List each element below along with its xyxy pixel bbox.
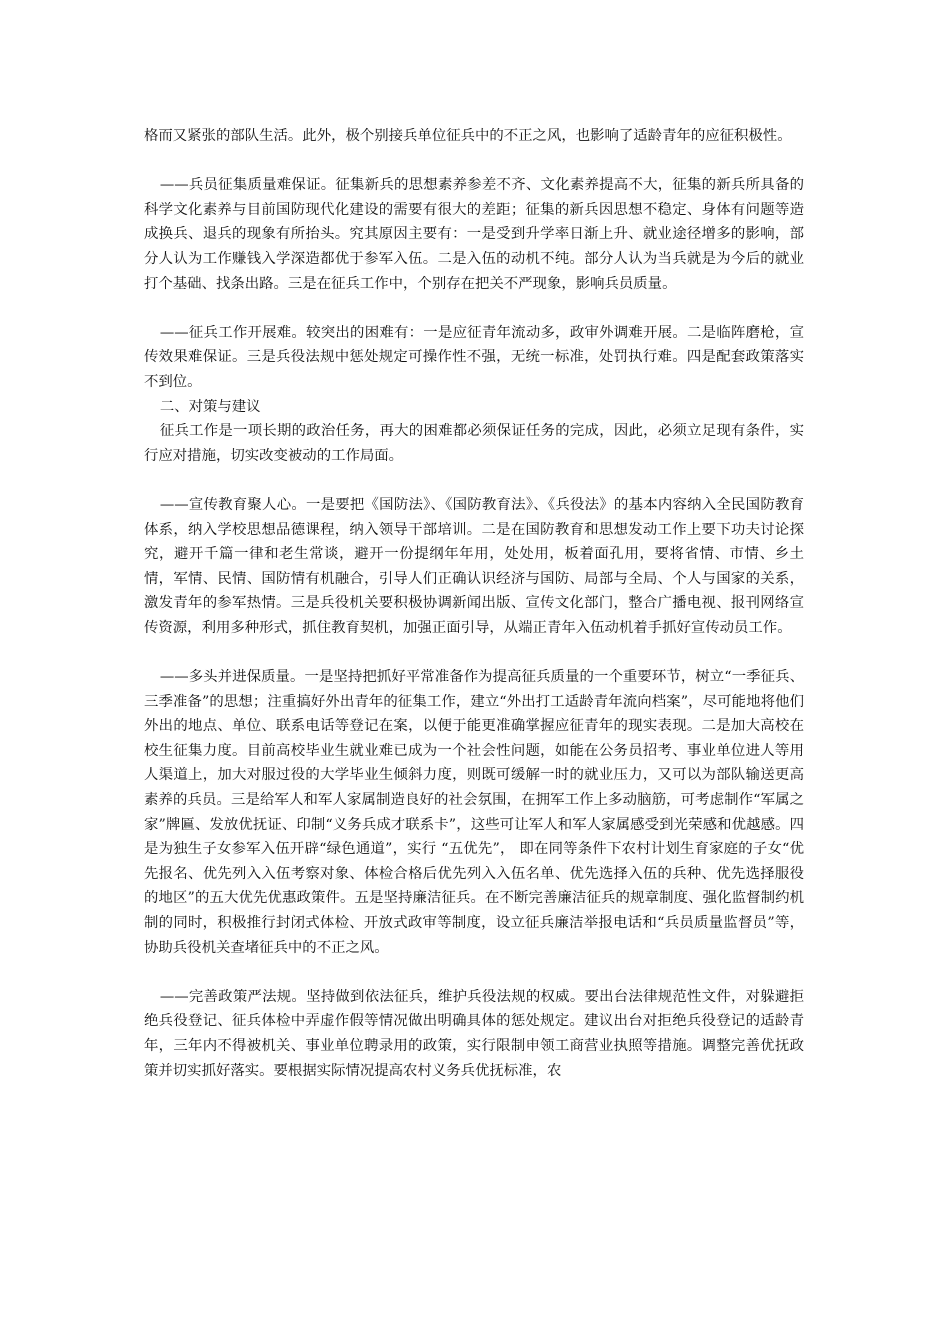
section-heading: 二、对策与建议 [159,398,261,415]
paragraph-intro: 征兵工作是一项长期的政治任务，再大的困难都必须保证任务的完成，因此，必须立足现有条件，实行应对措施，切实改变被动的工作局面。 [144,423,804,464]
paragraph-continuation: 格而又紧张的部队生活。此外，极个别接兵单位征兵中的不正之风，也影响了适龄青年的应征积极性。 [144,128,792,144]
paragraph-recruit-quality: ——兵员征集质量难保证。征集新兵的思想素养参差不齐、文化素养提高不大，征集的新兵所具备的科学文化素养与目前国防现代化建设的需要有很大的差距；征集的新兵因思想不稳定、身体有问题等造成换兵、退兵的现象有所抬头。究其原因主要有：一是受到升学率日渐上升、就业途径增多的影响，部分人认为工作赚钱入学深造都优于参军入伍。二是入伍的动机不纯。部分人认为当兵就是为今后的就业打个基础、找条出路。三是在征兵工作中，个别存在把关不严现象，影响兵员质量。 [144,177,804,292]
paragraph-policy-law: ——完善政策严法规。坚持做到依法征兵，维护兵役法规的权威。要出台法律规范性文件，对躲避拒绝兵役登记、征兵体检中弄虚作假等情况做出明确具体的惩处规定。建议出台对拒绝兵役登记的适龄青年，三年内不得被机关、事业单位聘录用的政策，实行限制申领工商营业执照等措施。调整完善优抚政策并切实抓好落实。要根据实际情况提高农村义务兵优抚标准，农 [144,988,804,1079]
document-body [144,124,804,1083]
paragraph-publicity: ——宣传教育聚人心。一是要把《国防法》、《国防教育法》、《兵役法》的基本内容纳入全民国防教育体系，纳入学校思想品德课程，纳入领导干部培训。二是在国防教育和思想发动工作上要下功夫讨论探究，避开千篇一律和老生常谈，避开一份提纲年年用，处处用，板着面孔用，要将省情、市情、乡土情，军情、民情、国防情有机融合，引导人们正确认识经济与国防、局部与全局、个人与国家的关系，激发青年的参军热情。三是兵役机关要积极协调新闻出版、宣传文化部门，整合广播电视、报刊网络宣传资源，利用多种形式，抓住教育契机，加强正面引导，从端正青年入伍动机着手抓好宣传动员工作。 [144,496,804,636]
paragraph-recruit-difficulty: ——征兵工作开展难。较突出的困难有：一是应征青年流动多，政审外调难开展。二是临阵磨枪，宣传效果难保证。三是兵役法规中惩处规定可操作性不强，无统一标准，处罚执行难。四是配套政策落实不到位。 [144,324,804,390]
paragraph-quality-measures: ——多头并进保质量。一是坚持把抓好平常准备作为提高征兵质量的一个重要环节，树立“一季征兵、三季准备”的思想；注重搞好外出青年的征集工作，建立“外出打工适龄青年流向档案”，尽可能地将他们外出的地点、单位、联系电话等登记在案，以便于能更准确掌握应征青年的现实表现。二是加大高校在校生征集力度。目前高校毕业生就业难已成为一个社会性问题，如能在公务员招考、事业单位进人等用人渠道上，加大对服过役的大学毕业生倾斜力度，则既可缓解一时的就业压力，又可以为部队输送更高素养的兵员。三是给军人和军人家属制造良好的社会氛围，在拥军工作上多动脑筋，可考虑制作“军属之家”牌匾、发放优抚证、印制“义务兵成才联系卡”，这些可让军人和军人家属感受到光荣感和优越感。四是为独生子女参军入伍开辟“绿色通道”，实行 “五优先”， 即在同等条件下农村计划生育家庭的子女“优先报名、优先列入入伍考察对象、体检合格后优先列入入伍名单、优先选择入伍的兵种、优先选择服役的地区”的五大优先优惠政策件。五是坚持廉洁征兵。在不断完善廉洁征兵的规章制度、强化监督制约机制的同时，积极推行封闭式体检、开放式政审等制度，设立征兵廉洁举报电话和“兵员质量监督员”等，协助兵役机关查堵征兵中的不正之风。 [144,669,804,956]
